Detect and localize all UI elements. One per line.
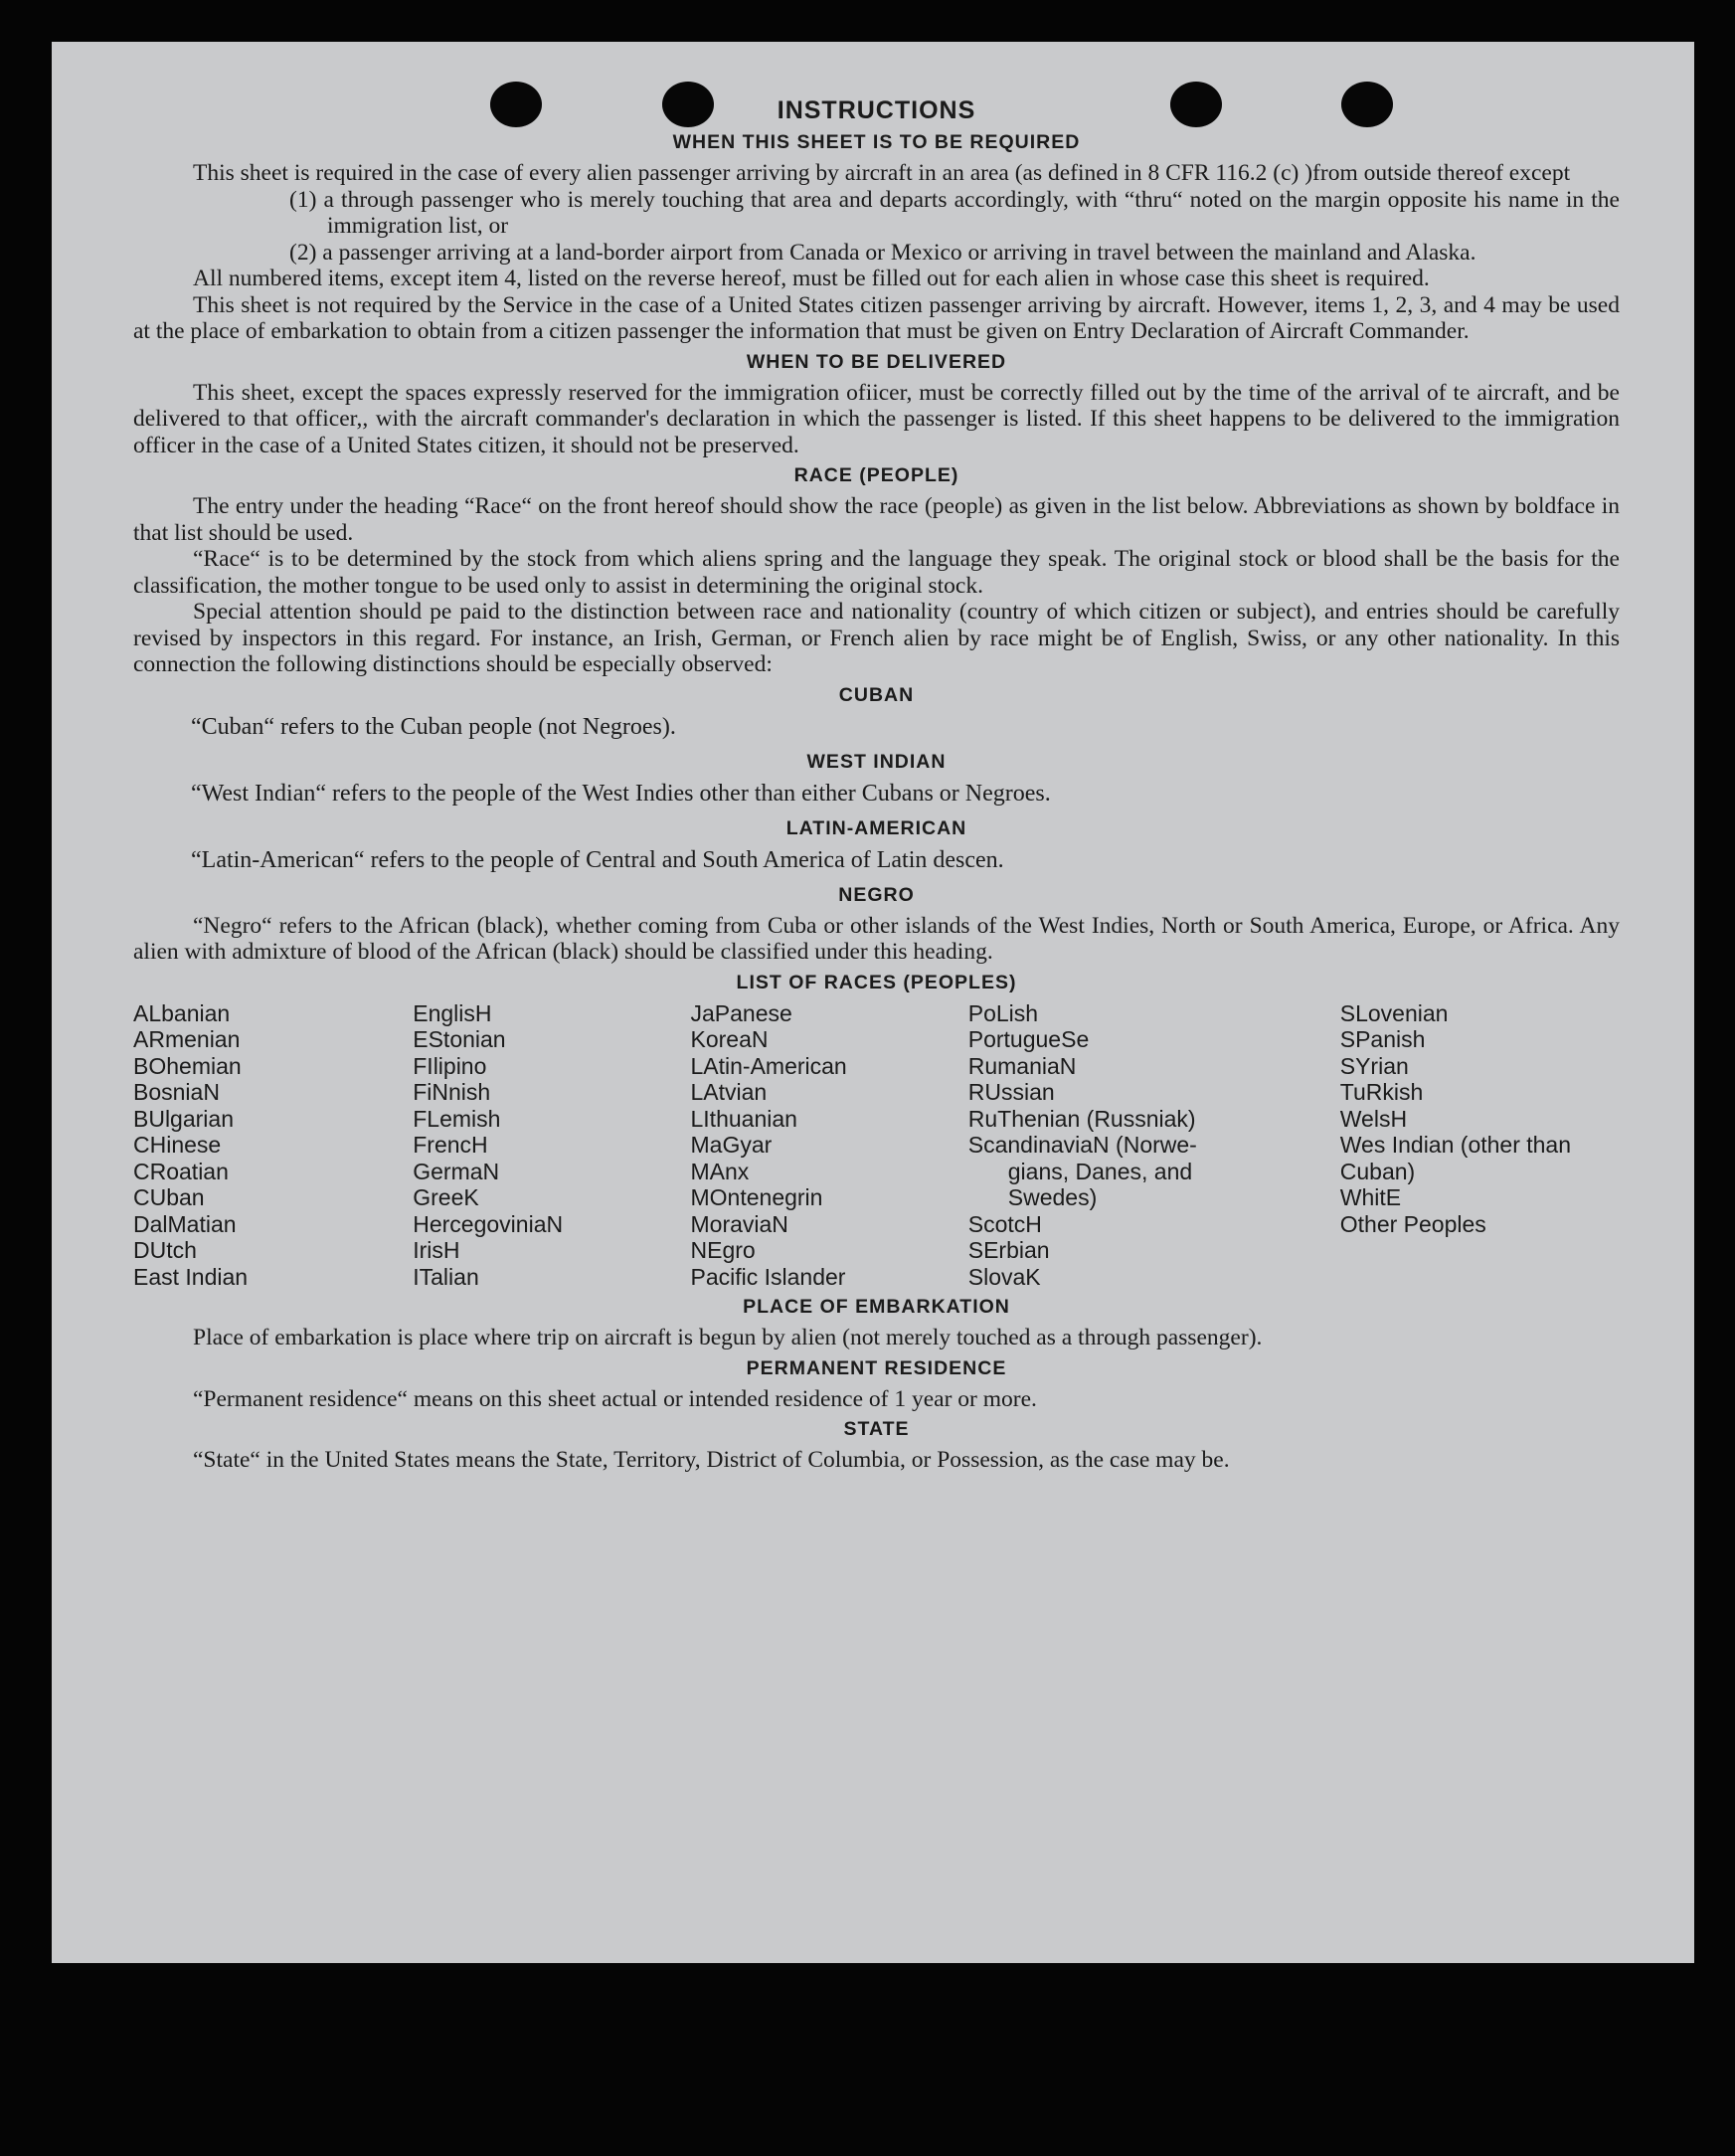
negro-heading: NEGRO	[838, 883, 915, 906]
required-heading: WHEN THIS SHEET IS TO BE REQUIRED	[672, 131, 1081, 153]
race-item: RUssian	[967, 1079, 1055, 1105]
residence-text: “Permanent residence“ means on this sheet actual or intended residence of 1 year or more.	[193, 1385, 1037, 1412]
races-column-3	[691, 1000, 968, 1291]
race-item: ARmenian	[133, 1026, 241, 1052]
west-indian-definition: “West Indian“ refers to the people of the West Indies other than either Cubans or Negroes.	[191, 780, 1051, 807]
race-item: ScotcH	[967, 1210, 1042, 1237]
race-item: DUtch	[133, 1237, 197, 1263]
citizen-note: This sheet is not required by the Service in the case of a United States citizen passenger arriving by aircraft. However, items 1, 2, 3, and 4 may be used at the place of embarkation to obtain from a citizen passenger the information that must be given on Entry Declaration of Aircraft Commander.	[133, 291, 1620, 344]
latin-american-heading: LATIN-AMERICAN	[785, 816, 967, 839]
race-item: FIlipino	[413, 1052, 487, 1079]
race-item: SPanish	[1339, 1026, 1426, 1052]
race-item: WhitE	[1339, 1184, 1402, 1210]
residence-heading: PERMANENT RESIDENCE	[746, 1356, 1007, 1379]
delivered-heading: WHEN TO BE DELIVERED	[746, 350, 1007, 373]
page-title: INSTRUCTIONS	[777, 96, 976, 124]
numbered-items-note: All numbered items, except item 4, listed on the reverse hereof, must be filled out for each alien in whose case this sheet is required.	[193, 266, 1430, 291]
race-item: PoLish	[967, 999, 1039, 1026]
race-item: RuThenian (Russniak)	[967, 1105, 1196, 1132]
race-item: Other Peoples	[1339, 1210, 1486, 1237]
race-item: FLemish	[413, 1105, 501, 1132]
exception-item-1: (1) a through passenger who is merely touching that area and departs accordingly, with “thru“ noted on the margin opposite his name in the immigration list, or	[289, 186, 1620, 239]
race-paragraph-1: The entry under the heading “Race“ on the front hereof should show the race (people) as given in the list below. Abbreviations as shown by boldface in that list should be used.	[133, 493, 1620, 546]
races-column-4	[968, 1000, 1340, 1291]
negro-definition: “Negro“ refers to the African (black), whether coming from Cuba or other islands of the West Indies, North or South America, Europe, or Africa. Any alien with admixture of blood of the African (black) should be classified under this heading.	[133, 912, 1620, 965]
race-item: TuRkish	[1339, 1079, 1424, 1105]
race-item: SlovaK	[967, 1263, 1041, 1290]
races-column-5	[1340, 1000, 1620, 1291]
races-list-heading: LIST OF RACES (PEOPLES)	[736, 971, 1017, 993]
race-item: MaGyar	[690, 1132, 773, 1158]
race-item: CHinese	[133, 1132, 222, 1158]
race-item-continuation: Swedes)	[1007, 1184, 1098, 1210]
race-item: EStonian	[413, 1026, 506, 1052]
race-item: DalMatian	[133, 1210, 237, 1237]
race-item: MAnx	[690, 1158, 750, 1184]
required-intro: This sheet is required in the case of every alien passenger arriving by aircraft in an area (as defined in 8 CFR 116.2 (c) )from outside thereof except	[193, 160, 1571, 186]
embarkation-heading: PLACE OF EMBARKATION	[743, 1296, 1010, 1318]
state-heading: STATE	[843, 1418, 910, 1440]
race-item: East Indian	[133, 1263, 249, 1290]
races-column-1	[133, 1000, 413, 1291]
race-item: JaPanese	[690, 999, 792, 1026]
race-item: KoreaN	[690, 1026, 769, 1052]
race-item: PortugueSe	[967, 1026, 1090, 1052]
races-column-2	[413, 1000, 690, 1291]
race-item: LIthuanian	[690, 1105, 797, 1132]
cuban-definition: “Cuban“ refers to the Cuban people (not Negroes).	[191, 713, 676, 740]
race-item: CUban	[133, 1184, 205, 1210]
race-item: RumaniaN	[967, 1052, 1077, 1079]
race-item: FrencH	[413, 1132, 488, 1158]
race-item: EnglisH	[413, 999, 492, 1026]
race-item: SErbian	[967, 1237, 1050, 1263]
race-item: FiNnish	[413, 1079, 491, 1105]
cuban-heading: CUBAN	[838, 683, 915, 706]
race-item: BUlgarian	[133, 1105, 234, 1132]
race-item: BosniaN	[133, 1079, 220, 1105]
race-item-continuation: gians, Danes, and	[1007, 1158, 1193, 1184]
races-list	[133, 1000, 1620, 1291]
race-item: WelsH	[1339, 1105, 1408, 1132]
embarkation-text: Place of embarkation is place where trip on aircraft is begun by alien (not merely touched as a through passenger).	[193, 1325, 1263, 1350]
race-item: SYrian	[1339, 1052, 1409, 1079]
race-item: CRoatian	[133, 1158, 229, 1184]
race-item: GreeK	[413, 1184, 479, 1210]
race-item: IrisH	[413, 1237, 460, 1263]
race-paragraph-2: “Race“ is to be determined by the stock from which aliens spring and the language they speak. The original stock or blood shall be the basis for the classification, the mother tongue to be used only to assist in determining the original stock.	[133, 546, 1620, 599]
race-item: BOhemian	[133, 1052, 242, 1079]
race-item: HercegoviniaN	[413, 1210, 564, 1237]
race-item: ALbanian	[133, 999, 231, 1026]
west-indian-heading: WEST INDIAN	[806, 750, 947, 773]
race-heading: RACE (PEOPLE)	[793, 464, 959, 486]
delivered-text: This sheet, except the spaces expressly reserved for the immigration ofiicer, must be correctly filled out by the time of the arrival of te aircraft, and be delivered to that officer,, with the aircraft commander's declaration in which the passenger is listed. If this sheet happens to be delivered to the immigration officer in the case of a United States citizen, it should not be preserved.	[133, 379, 1620, 458]
race-item: GermaN	[413, 1158, 500, 1184]
race-item: MOntenegrin	[690, 1184, 823, 1210]
race-item: Pacific Islander	[690, 1263, 846, 1290]
race-item: SLovenian	[1339, 999, 1449, 1026]
exception-item-2: (2) a passenger arriving at a land-border airport from Canada or Mexico or arriving in travel between the mainland and Alaska.	[289, 239, 1476, 266]
instructions-content	[133, 96, 1620, 1474]
race-item: LAtvian	[690, 1079, 768, 1105]
state-text: “State“ in the United States means the State, Territory, District of Columbia, or Possession, as the case may be.	[193, 1447, 1230, 1473]
race-item: LAtin-American	[690, 1052, 847, 1079]
race-paragraph-3: Special attention should pe paid to the distinction between race and nationality (country of which citizen or subject), and entries should be carefully revised by inspectors in this regard. For instance, an Irish, German, or French alien by race might be of English, Swiss, or any other nationality. In this connection the following distinctions should be especially observed:	[133, 599, 1620, 677]
race-item: ITalian	[413, 1263, 479, 1290]
latin-american-definition: “Latin-American“ refers to the people of Central and South America of Latin descen.	[191, 846, 1004, 873]
race-item: ScandinaviaN (Norwe-	[967, 1132, 1197, 1158]
race-item: Wes Indian (other than Cuban)	[1339, 1132, 1572, 1184]
race-item: NEgro	[690, 1237, 756, 1263]
document-sheet	[52, 42, 1694, 1963]
race-item: MoraviaN	[690, 1210, 788, 1237]
